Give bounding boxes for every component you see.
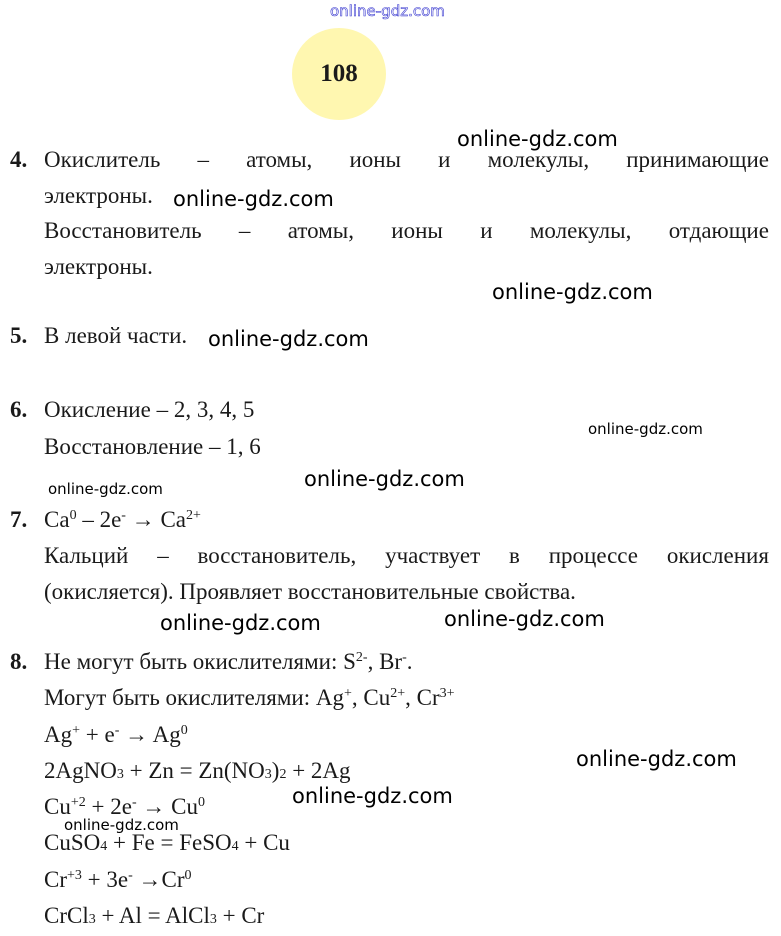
q4-line2: электроны. — [44, 183, 153, 208]
q4-number: 4. — [10, 147, 28, 172]
word: принимающие — [626, 147, 769, 172]
watermark: online-gdz.com — [588, 420, 703, 438]
q7-equation: $Ca^0 - 2e^- \to Ca^{2+}$ — [44, 507, 201, 532]
q5-line1: В левой части. — [44, 323, 188, 348]
q8-line7: $Cr^{+3} + 3e^- \to Cr^0$ — [44, 867, 192, 892]
word: процессе — [548, 543, 639, 568]
word: Окислитель — [44, 147, 161, 172]
watermark: online-gdz.com — [492, 280, 653, 304]
watermark: online-gdz.com — [160, 611, 321, 635]
q4-line4: электроны. — [44, 254, 153, 279]
watermark: online-gdz.com — [304, 467, 465, 491]
word: молекулы, — [487, 147, 590, 172]
watermark: online-gdz.com — [208, 327, 369, 351]
word: и — [438, 147, 451, 172]
word: отдающие — [668, 218, 769, 243]
q8-line6: CuSO$_4$ + Fe = FeSO$_4$ + Cu — [44, 830, 290, 855]
word: участвует — [385, 543, 481, 568]
q8-line4: 2AgNO$_3$ + $Zn = Zn(NO_3)_2 + 2Ag$ — [44, 758, 351, 783]
word: Восстановитель — [44, 218, 202, 243]
q5-number: 5. — [10, 323, 28, 348]
watermark: online-gdz.com — [292, 784, 453, 808]
word: Кальций — [44, 543, 129, 568]
q7-line3: (окисляется). Проявляет восстановительные свойства. — [44, 579, 576, 604]
q4-line3 — [44, 217, 769, 245]
q8-number: 8. — [10, 649, 28, 674]
q4-line1 — [44, 146, 769, 174]
word: атомы, — [287, 218, 354, 243]
word: ионы — [391, 218, 443, 243]
top-watermark: online-gdz.com — [330, 2, 445, 20]
q6-line1: Окисление – 2, 3, 4, 5 — [44, 397, 255, 422]
q8-line1: Не могут быть окислителями: $S^{2-}$, Br-. — [44, 649, 413, 674]
watermark: online-gdz.com — [48, 480, 163, 498]
watermark: online-gdz.com — [576, 747, 737, 771]
q7-line2 — [44, 542, 769, 570]
watermark: online-gdz.com — [64, 816, 179, 834]
word: ионы — [349, 147, 402, 172]
word: – — [197, 147, 209, 172]
word: окисления — [666, 543, 769, 568]
page-number: 108 — [320, 60, 358, 87]
word: и — [480, 218, 493, 243]
q8-line2: Могут быть окислителями: Ag+, $Cu^{2+}$, $Cr^{3+}$ — [44, 685, 455, 710]
word: атомы, — [246, 147, 313, 172]
q8-line3: $Ag^+ + e^- \to Ag^0$ — [44, 722, 188, 747]
page-number-badge — [292, 28, 386, 120]
q6-number: 6. — [10, 397, 28, 422]
word: – — [238, 218, 251, 243]
word: восстановитель, — [197, 543, 357, 568]
watermark: online-gdz.com — [444, 607, 605, 631]
word: – — [157, 543, 169, 568]
word: молекулы, — [529, 218, 632, 243]
q7-number: 7. — [10, 507, 28, 532]
watermark: online-gdz.com — [173, 187, 334, 211]
q8-line8: CrCl$_3$ + Al = AlCl$_3$ + Cr — [44, 903, 265, 928]
q6-line2: Восстановление – 1, 6 — [44, 434, 261, 459]
word: в — [508, 543, 520, 568]
watermark: online-gdz.com — [457, 127, 618, 151]
q8-line5: $Cu^{+2} + 2e^- \to Cu^0$ — [44, 794, 205, 819]
